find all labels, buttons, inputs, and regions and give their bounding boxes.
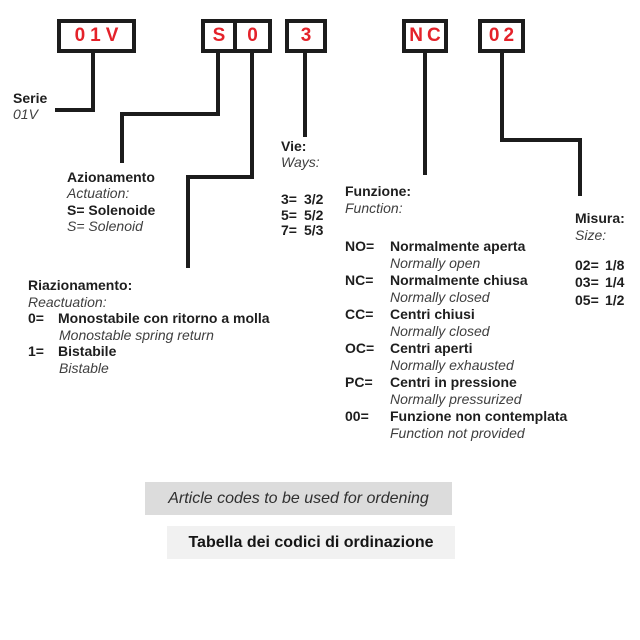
- ways-option: [281, 223, 323, 239]
- code-box-actuation-reactuation: [201, 19, 272, 53]
- actuation-title-it: Azionamento: [67, 169, 155, 185]
- connector-reactuation-horizontal: [186, 175, 254, 179]
- function-title-it: Funzione:: [345, 183, 412, 199]
- caption-english-band: [145, 482, 452, 515]
- ways-option: [281, 208, 323, 224]
- function-option: [345, 272, 567, 289]
- option-code: 00=: [345, 408, 369, 424]
- option-code: NC=: [345, 272, 374, 288]
- option-value: 1/8: [605, 257, 625, 273]
- ways-section-title: [281, 138, 320, 170]
- option-value: 5/3: [304, 222, 324, 239]
- size-option: [575, 292, 624, 309]
- reactuation-title-it: Riazionamento:: [28, 277, 133, 293]
- connector-reactuation-drop: [186, 175, 190, 268]
- serie-section: [13, 90, 47, 122]
- function-option: [345, 408, 567, 425]
- option-code: 7=: [281, 222, 297, 239]
- size-title-it: Misura:: [575, 210, 625, 226]
- reactuation-option: [28, 343, 270, 360]
- connector-ways-vertical: [303, 52, 307, 137]
- reactuation-section: [28, 277, 270, 376]
- option-code: 5=: [281, 206, 297, 223]
- option-label-en: Function not provided: [390, 425, 525, 441]
- option-label-it: Centri in pressione: [390, 374, 517, 390]
- option-code: PC=: [345, 374, 373, 390]
- connector-function-vertical: [423, 52, 427, 175]
- connector-serie-vertical: [91, 52, 95, 112]
- actuation-section: [67, 169, 155, 234]
- actuation-option-en: S= Solenoid: [67, 217, 143, 234]
- option-code: 05=: [575, 291, 599, 308]
- function-option: [345, 340, 567, 357]
- option-code: 0=: [28, 310, 44, 326]
- code-box-actuation: S: [212, 25, 226, 46]
- code-box-reactuation: 0: [247, 25, 258, 46]
- size-option: [575, 274, 624, 291]
- ways-title-it: Vie:: [281, 138, 307, 154]
- serie-label: Serie: [13, 90, 48, 106]
- connector-size-drop: [578, 138, 582, 196]
- code-box-size: 02: [478, 19, 525, 53]
- actuation-title-en: Actuation:: [67, 185, 130, 202]
- actuation-option-it: S= Solenoide: [67, 201, 156, 218]
- option-code: NO=: [345, 238, 375, 254]
- caption-italian: Tabella dei codici di ordinazione: [188, 533, 434, 551]
- connector-size-horizontal: [500, 138, 582, 142]
- option-code: 1=: [28, 343, 44, 359]
- ways-option: [281, 192, 323, 208]
- option-code: 03=: [575, 274, 599, 291]
- option-label-it: Funzione non contemplata: [390, 408, 568, 424]
- option-code: 3=: [281, 191, 297, 207]
- option-code: CC=: [345, 306, 374, 322]
- option-code: OC=: [345, 340, 375, 356]
- option-label-en: Normally closed: [390, 323, 490, 339]
- option-value: 5/2: [304, 206, 324, 223]
- code-box-function: NC: [402, 19, 448, 53]
- code-box-serie: 01V: [57, 19, 136, 53]
- caption-italian-band: [167, 526, 455, 559]
- option-value: 1/2: [605, 291, 625, 308]
- option-label-it: Centri aperti: [390, 340, 473, 356]
- size-title-en: Size:: [575, 226, 607, 243]
- function-option: [345, 306, 567, 323]
- reactuation-title-en: Reactuation:: [28, 293, 107, 310]
- connector-serie-horizontal: [55, 108, 95, 112]
- option-label-it: Normalmente chiusa: [390, 272, 528, 288]
- function-section-title: [345, 183, 411, 216]
- function-title-en: Function:: [345, 199, 403, 216]
- option-label-en: Normally exhausted: [390, 357, 514, 373]
- function-options: [345, 238, 567, 442]
- option-label-en: Normally pressurized: [390, 391, 522, 407]
- option-label-it: Monostabile con ritorno a molla: [58, 310, 270, 326]
- option-code: 02=: [575, 257, 599, 273]
- reactuation-option: [28, 310, 270, 327]
- caption-english: Article codes to be used for ordening: [168, 489, 429, 507]
- size-option: [575, 257, 624, 274]
- option-label-en: Normally closed: [390, 289, 490, 305]
- serie-value: 01V: [13, 106, 38, 122]
- function-option: [345, 238, 567, 255]
- function-option: [345, 374, 567, 391]
- option-label-en: Normally open: [390, 255, 481, 271]
- connector-actuation-vertical: [216, 52, 220, 116]
- option-label-en: Monostable spring return: [59, 326, 214, 343]
- option-label-it: Bistabile: [58, 343, 117, 359]
- connector-actuation-drop: [120, 112, 124, 163]
- option-value: 3/2: [304, 191, 324, 207]
- option-label-en: Bistable: [59, 359, 109, 376]
- code-box-ways: 3: [285, 19, 327, 53]
- size-section-title: [575, 210, 625, 243]
- ways-options: [281, 192, 323, 239]
- size-options: [575, 257, 624, 309]
- connector-size-vertical: [500, 51, 504, 142]
- option-label-it: Centri chiusi: [390, 306, 475, 322]
- connector-actuation-horizontal: [120, 112, 220, 116]
- ways-title-en: Ways:: [281, 154, 320, 170]
- option-value: 1/4: [605, 274, 625, 291]
- connector-reactuation-vertical: [250, 52, 254, 179]
- option-label-it: Normalmente aperta: [390, 238, 526, 254]
